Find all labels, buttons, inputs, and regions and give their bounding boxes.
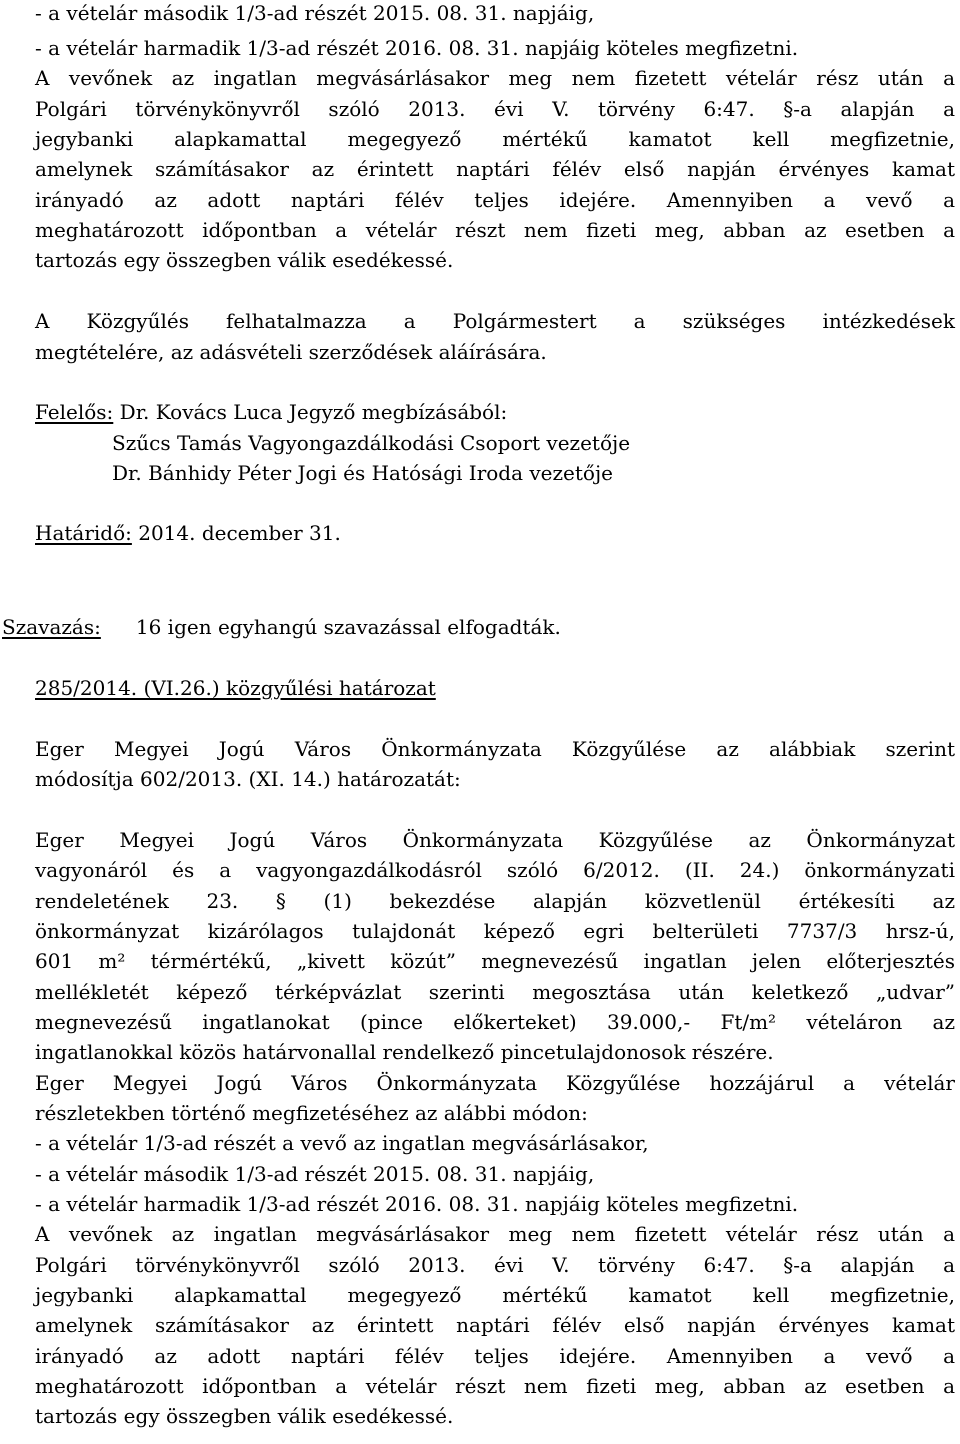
resolution-body-line: Eger Megyei Jogú Város Önkormányzata Közgyűlése az Önkormányzat bbox=[35, 828, 955, 852]
deadline-value: 2014. december 31. bbox=[131, 521, 341, 545]
responsible-line: Szűcs Tamás Vagyongazdálkodási Csoport vezetője bbox=[112, 431, 631, 455]
responsible-line bbox=[35, 402, 507, 422]
paragraph-line: tartozás egy összegben válik esedékessé. bbox=[35, 248, 454, 272]
vote-label: Szavazás: bbox=[2, 615, 101, 639]
resolution-intro-line: módosítja 602/2013. (XI. 14.) határozatát: bbox=[35, 767, 461, 791]
paragraph-line: A vevőnek az ingatlan megvásárlásakor meg nem fizetett vételár rész után a bbox=[35, 1222, 955, 1246]
list-item: - a vételár harmadik 1/3-ad részét 2016. 08. 31. napjáig köteles megfizetni. bbox=[35, 1192, 799, 1216]
resolution-body-line: Eger Megyei Jogú Város Önkormányzata Közgyűlése hozzájárul a vételár bbox=[35, 1071, 955, 1095]
authorization-line: megtételére, az adásvételi szerződések aláírására. bbox=[35, 340, 547, 364]
paragraph-line: amelynek számításakor az érintett naptári félév első napján érvényes kamat bbox=[35, 157, 955, 181]
paragraph-line: Polgári törvénykönyvről szóló 2013. évi V. törvény 6:47. §-a alapján a bbox=[35, 1253, 955, 1277]
list-item: - a vételár 1/3-ad részét a vevő az ingatlan megvásárlásakor, bbox=[35, 1131, 649, 1155]
resolution-body-line: rendeletének 23. § (1) bekezdése alapján közvetlenül értékesíti az bbox=[35, 889, 955, 913]
paragraph-line: irányadó az adott naptári félév teljes idejére. Amennyiben a vevő a bbox=[35, 188, 955, 212]
list-item: - a vételár harmadik 1/3-ad részét 2016. 08. 31. napjáig köteles megfizetni. bbox=[35, 36, 799, 60]
paragraph-line: amelynek számításakor az érintett naptári félév első napján érvényes kamat bbox=[35, 1313, 955, 1337]
resolution-body-line: önkormányzat kizárólagos tulajdonát képező egri belterületi 7737/3 hrsz-ú, bbox=[35, 919, 955, 943]
paragraph-line: tartozás egy összegben válik esedékessé. bbox=[35, 1404, 454, 1428]
paragraph-line: jegybanki alapkamattal megegyező mértékű kamatot kell megfizetnie, bbox=[35, 127, 955, 151]
paragraph-line: A vevőnek az ingatlan megvásárlásakor meg nem fizetett vételár rész után a bbox=[35, 66, 955, 90]
vote-line bbox=[2, 617, 561, 637]
list-item: - a vételár második 1/3-ad részét 2015. 08. 31. napjáig, bbox=[35, 1, 595, 25]
resolution-body-line: 601 m² térmértékű, „kivett közút” megnevezésű ingatlan jelen előterjesztés bbox=[35, 949, 955, 973]
resolution-body-line: ingatlanokkal közös határvonallal rendelkező pincetulajdonosok részére. bbox=[35, 1040, 774, 1064]
paragraph-line: meghatározott időpontban a vételár részt nem fizeti meg, abban az esetben a bbox=[35, 1374, 955, 1398]
vote-value: 16 igen egyhangú szavazással elfogadták. bbox=[135, 615, 561, 639]
resolution-title: 285/2014. (VI.26.) közgyűlési határozat bbox=[35, 676, 436, 700]
responsible-value: Dr. Kovács Luca Jegyző megbízásából: bbox=[113, 400, 508, 424]
responsible-label: Felelős: bbox=[35, 400, 114, 424]
responsible-line: Dr. Bánhidy Péter Jogi és Hatósági Iroda vezetője bbox=[112, 461, 614, 485]
deadline-label: Határidő: bbox=[35, 521, 132, 545]
resolution-body-line: megnevezésű ingatlanokat (pince előkerteket) 39.000,- Ft/m² vételáron az bbox=[35, 1010, 955, 1034]
paragraph-line: irányadó az adott naptári félév teljes idejére. Amennyiben a vevő a bbox=[35, 1344, 955, 1368]
authorization-line: A Közgyűlés felhatalmazza a Polgármestert a szükséges intézkedések bbox=[35, 309, 955, 333]
resolution-intro-line: Eger Megyei Jogú Város Önkormányzata Közgyűlése az alábbiak szerint bbox=[35, 737, 955, 761]
resolution-body-line: részletekben történő megfizetéséhez az alábbi módon: bbox=[35, 1101, 588, 1125]
resolution-body-line: vagyonáról és a vagyongazdálkodásról szóló 6/2012. (II. 24.) önkormányzati bbox=[35, 858, 955, 882]
paragraph-line: meghatározott időpontban a vételár részt nem fizeti meg, abban az esetben a bbox=[35, 218, 955, 242]
list-item: - a vételár második 1/3-ad részét 2015. 08. 31. napjáig, bbox=[35, 1162, 595, 1186]
deadline-line bbox=[35, 523, 341, 543]
paragraph-line: Polgári törvénykönyvről szóló 2013. évi V. törvény 6:47. §-a alapján a bbox=[35, 97, 955, 121]
resolution-body-line: mellékletét képező térképvázlat szerinti megosztása után keletkező „udvar” bbox=[35, 980, 955, 1004]
paragraph-line: jegybanki alapkamattal megegyező mértékű kamatot kell megfizetnie, bbox=[35, 1283, 955, 1307]
